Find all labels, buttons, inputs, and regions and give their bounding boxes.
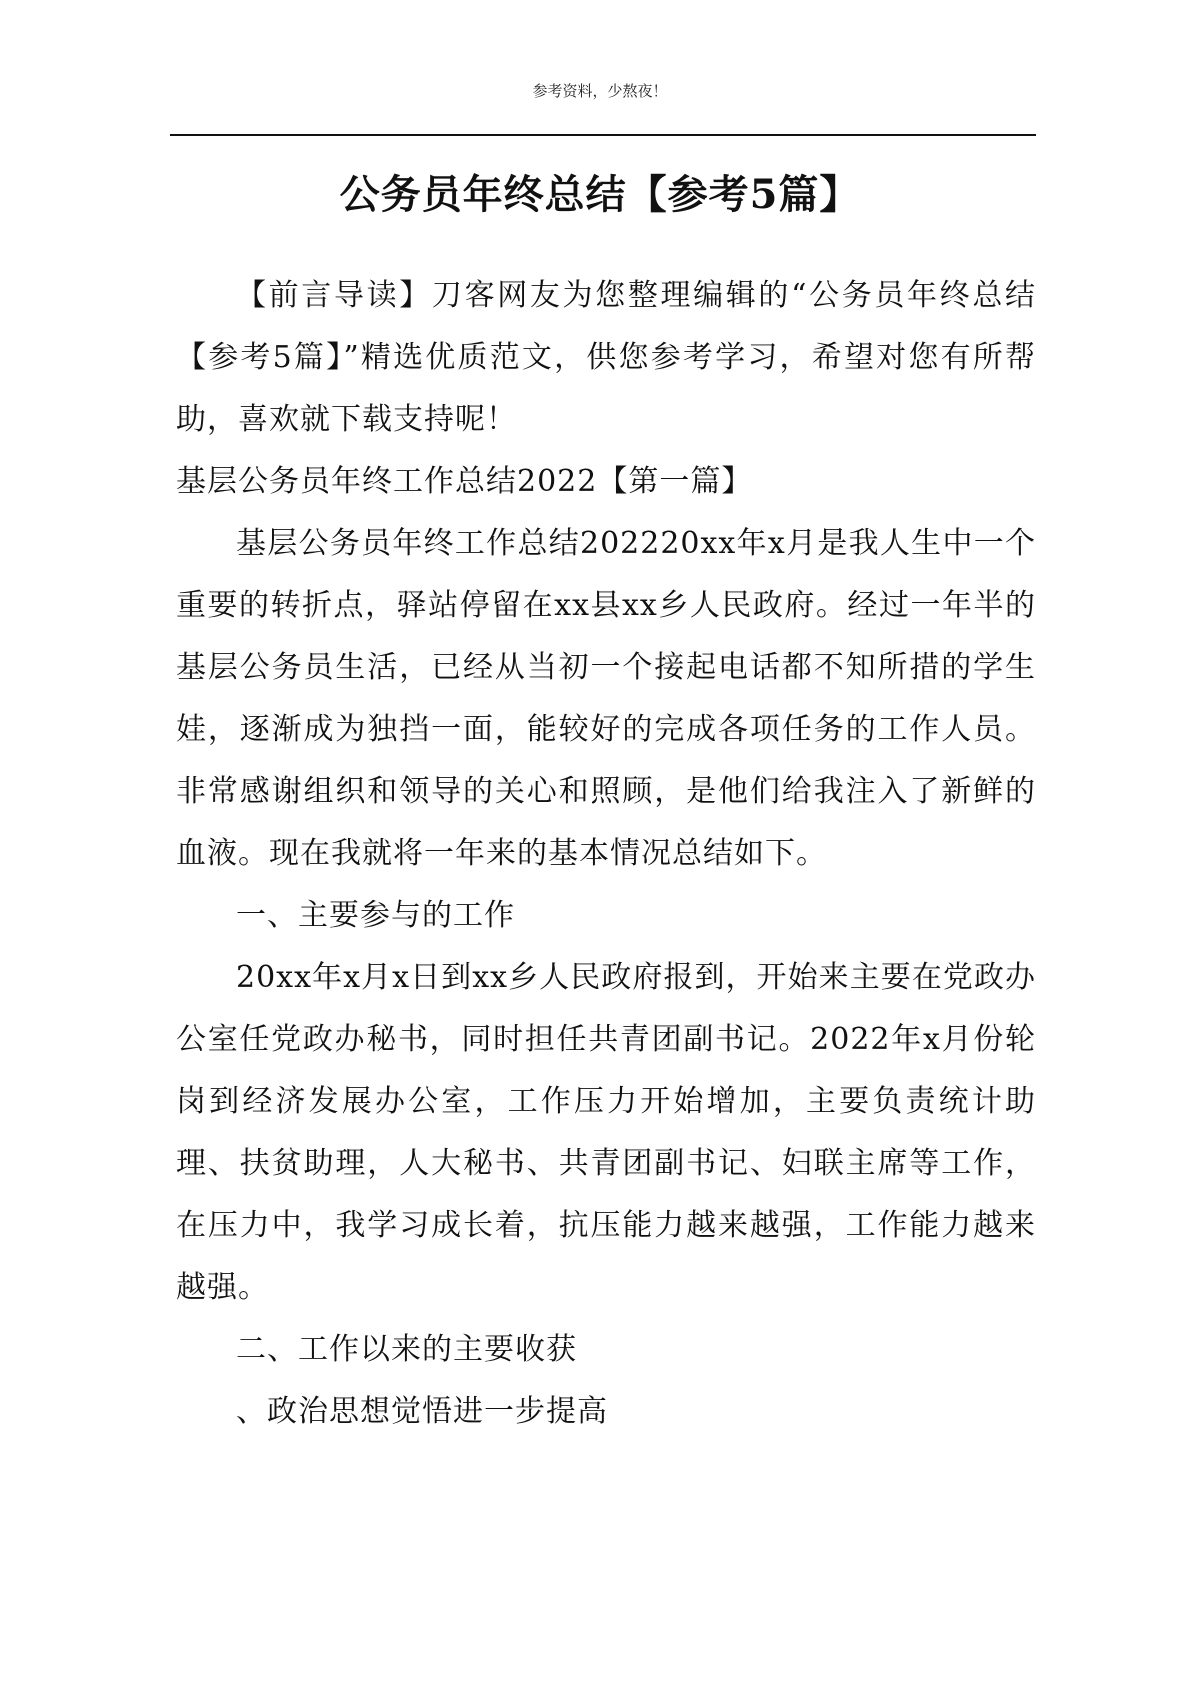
body-paragraph-work: 20xx年x月x日到xx乡人民政府报到，开始来主要在党政办公室任党政办秘书，同时担任共青团副书记。2022年x月份轮岗到经济发展办公室，工作压力开始增加，主要负责统计助理、扶贫助理，人大秘书、共青团副书记、妇联主席等工作，在压力中，我学习成长着，抗压能力越来越强，工作能力越来越强。: [176, 960, 1036, 1305]
document-body: [176, 265, 1036, 1443]
preface-paragraph: 【前言导读】刀客网友为您整理编辑的“公务员年终总结【参考5篇】”精选优质范文，供您参考学习，希望对您有所帮助，喜欢就下载支持呢！: [176, 278, 1036, 437]
subheading-political-awareness: 、政治思想觉悟进一步提高: [236, 1394, 608, 1429]
subheading-main-gains: 二、工作以来的主要收获: [236, 1332, 577, 1367]
subheading-main-work: 一、主要参与的工作: [236, 898, 515, 933]
page-header-note: 参考资料，少熬夜！: [532, 82, 668, 100]
header-divider: [170, 134, 1036, 136]
section-title: 基层公务员年终工作总结2022【第一篇】: [176, 464, 753, 499]
body-paragraph-intro: 基层公务员年终工作总结202220xx年x月是我人生中一个重要的转折点，驿站停留在xx县xx乡人民政府。经过一年半的基层公务员生活，已经从当初一个接起电话都不知所措的学生娃，逐渐成为独挡一面，能较好的完成各项任务的工作人员。非常感谢组织和领导的关心和照顾，是他们给我注入了新鲜的血液。现在我就将一年来的基本情况总结如下。: [176, 526, 1036, 871]
document-title: 公务员年终总结【参考5篇】: [339, 170, 861, 218]
